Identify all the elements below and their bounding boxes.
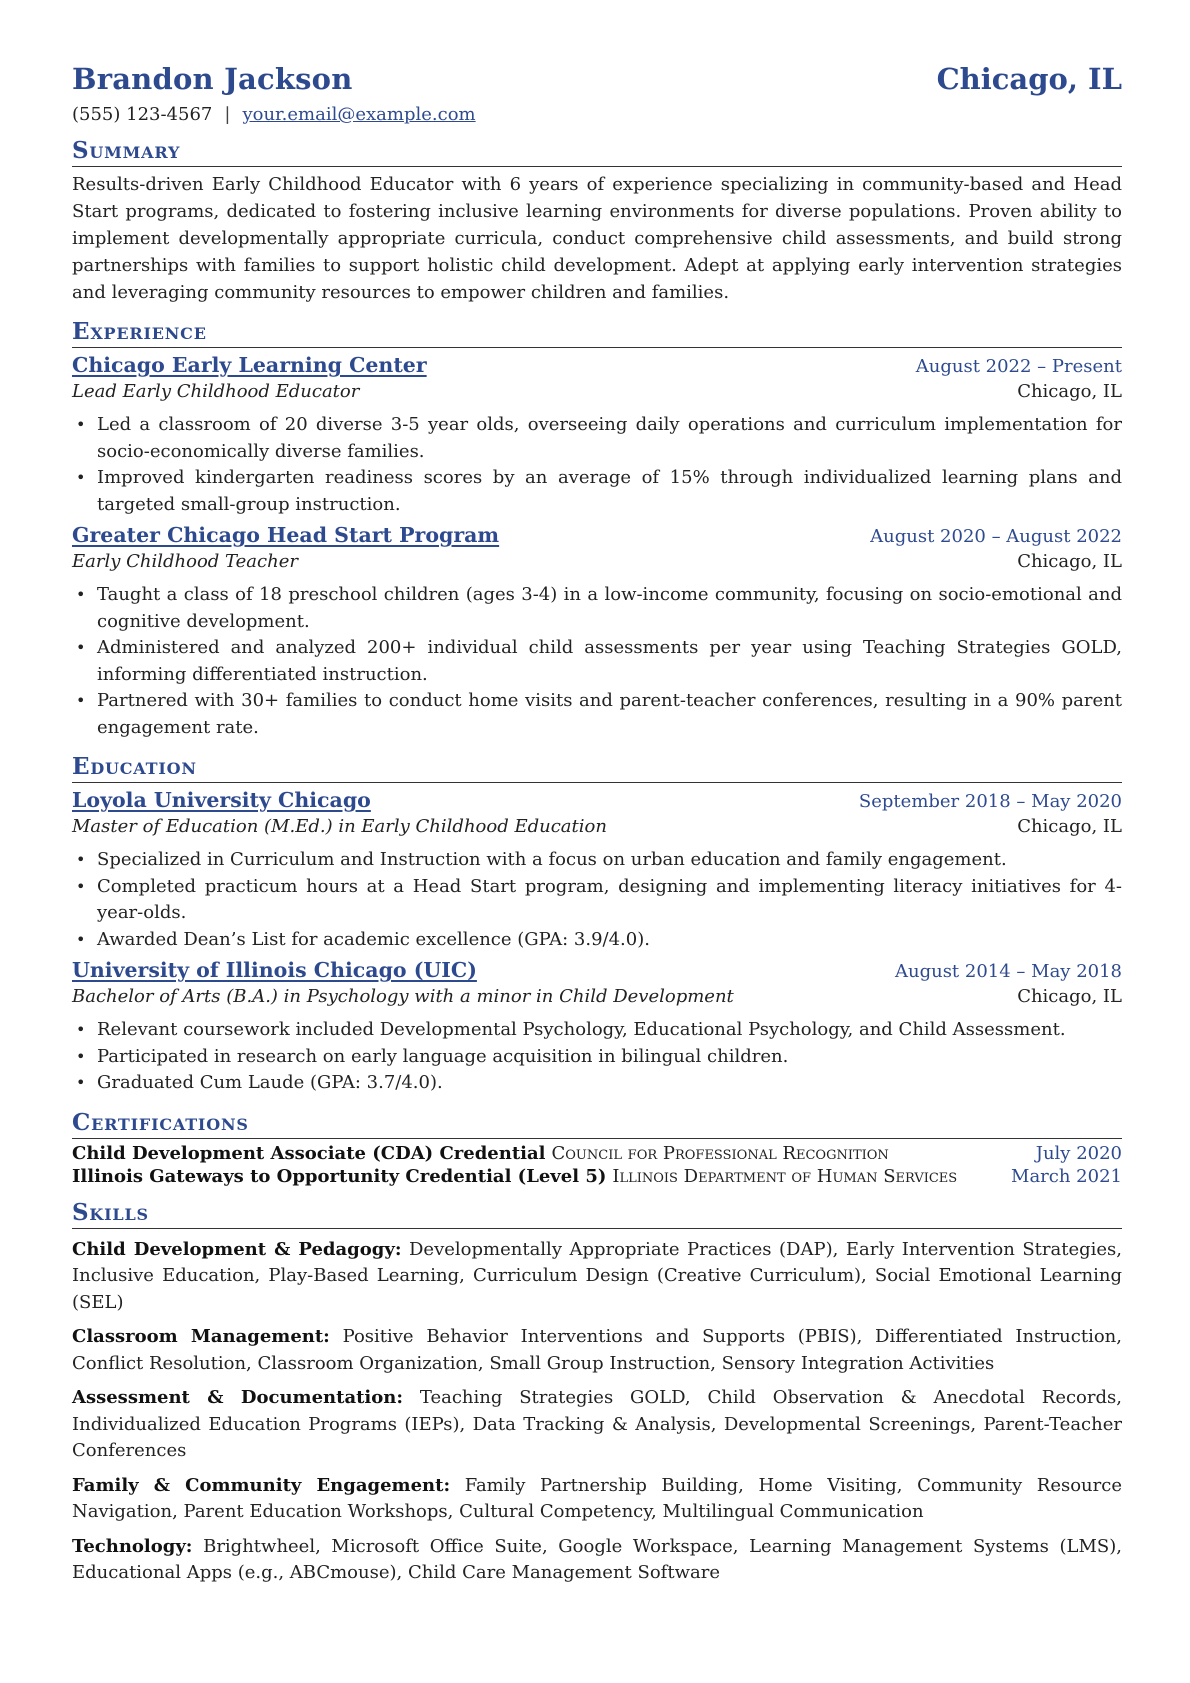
section-title-skills: Skills	[72, 1199, 1122, 1229]
certification-row	[72, 1143, 1122, 1164]
skill-items: Brightwheel, Microsoft Office Suite, Google Workspace, Learning Management Systems (LMS), Educational Apps (e.g., ABCmouse), Child Care Management Software	[72, 1535, 1122, 1583]
bullet-item: • Improved kindergarten readiness scores by an average of 15% through individualized learning plans and targeted small-group instruction.	[72, 465, 1122, 518]
school-entry-header	[72, 788, 1122, 812]
certification-left	[72, 1166, 957, 1187]
bullet-item: • Administered and analyzed 200+ individual child assessments per year using Teaching Strategies GOLD, informing differentiated instruction.	[72, 635, 1122, 688]
resume-header	[72, 62, 1122, 96]
school-entry-subheader	[72, 986, 1122, 1007]
school-role: Master of Education (M.Ed.) in Early Childhood Education	[72, 816, 607, 837]
section-title-education: Education	[72, 753, 1122, 783]
bullet-item: • Participated in research on early language acquisition in bilingual children.	[72, 1044, 1122, 1071]
email-link[interactable]: your.email@example.com	[242, 104, 476, 125]
certifications-list	[72, 1143, 1122, 1187]
section-title-summary: Summary	[72, 137, 1122, 167]
school-bullet-list	[72, 847, 1122, 953]
job-entry-subheader	[72, 551, 1122, 572]
certification-date: March 2021	[1011, 1165, 1122, 1187]
school-role: Bachelor of Arts (B.A.) in Psychology with a minor in Child Development	[72, 986, 734, 1007]
skill-category: Technology:	[72, 1535, 193, 1557]
job-entry-header	[72, 523, 1122, 547]
school-org-link[interactable]: University of Illinois Chicago (UIC)	[72, 958, 477, 982]
bullet-item: • Awarded Dean’s List for academic excellence (GPA: 3.9/4.0).	[72, 927, 1122, 954]
skill-group	[72, 1473, 1122, 1526]
summary-text: Results-driven Early Childhood Educator with 6 years of experience specializing in community-based and Head Start programs, dedicated to fostering inclusive learning environments for diverse populations. Proven ability to implement developmentally appropriate curricula, conduct comprehensive child assessments, and build strong partnerships with families to support holistic child development. Adept at applying early intervention strategies and leveraging community resources to empower children and families.	[72, 174, 1122, 303]
certification-date: July 2020	[1035, 1142, 1122, 1164]
candidate-name: Brandon Jackson	[72, 62, 353, 96]
job-bullet-list	[72, 412, 1122, 518]
skill-category: Assessment & Documentation:	[72, 1387, 403, 1408]
school-bullet-list	[72, 1017, 1122, 1097]
certification-name: Child Development Associate (CDA) Credential	[72, 1142, 546, 1164]
skill-category: Classroom Management:	[72, 1326, 330, 1347]
school-entry-subheader	[72, 816, 1122, 837]
bullet-item: • Taught a class of 18 preschool children (ages 3-4) in a low-income community, focusing on socio-emotional and cognitive development.	[72, 582, 1122, 635]
school-entry	[72, 958, 1122, 1097]
job-dates: August 2020 – August 2022	[870, 526, 1122, 547]
skill-items: Teaching Strategies GOLD, Child Observation & Anecdotal Records, Individualized Education Programs (IEPs), Data Tracking & Analysis, Developmental Screenings, Parent-Teacher Conferences	[72, 1387, 1122, 1461]
bullet-item: • Graduated Cum Laude (GPA: 3.7/4.0).	[72, 1070, 1122, 1097]
certification-issuer: Illinois Department of Human Services	[612, 1165, 958, 1187]
certification-row	[72, 1166, 1122, 1187]
job-org-link[interactable]: Chicago Early Learning Center	[72, 353, 427, 377]
school-entry	[72, 788, 1122, 953]
bullet-item: • Led a classroom of 20 diverse 3-5 year olds, overseeing daily operations and curriculum implementation for socio-economically diverse families.	[72, 412, 1122, 465]
skills-list	[72, 1237, 1122, 1587]
bullet-item: • Relevant coursework included Developmental Psychology, Educational Psychology, and Child Assessment.	[72, 1017, 1122, 1044]
job-role: Lead Early Childhood Educator	[72, 381, 360, 402]
job-location: Chicago, IL	[1017, 381, 1122, 402]
certification-issuer: Council for Professional Recognition	[551, 1142, 889, 1164]
candidate-location: Chicago, IL	[936, 62, 1122, 96]
bullet-item: • Completed practicum hours at a Head Start program, designing and implementing literacy initiatives for 4-year-olds.	[72, 874, 1122, 927]
job-bullet-list	[72, 582, 1122, 741]
job-dates: August 2022 – Present	[915, 356, 1122, 377]
skill-group	[72, 1237, 1122, 1317]
job-entry	[72, 353, 1122, 518]
bullet-item: • Partnered with 30+ families to conduct home visits and parent-teacher conferences, resulting in a 90% parent engagement rate.	[72, 688, 1122, 741]
job-entry-subheader	[72, 381, 1122, 402]
skill-group	[72, 1385, 1122, 1465]
section-title-experience: Experience	[72, 318, 1122, 348]
experience-list	[72, 353, 1122, 741]
job-entry	[72, 523, 1122, 741]
school-dates: September 2018 – May 2020	[858, 791, 1122, 812]
bullet-item: • Specialized in Curriculum and Instruction with a focus on urban education and family engagement.	[72, 847, 1122, 874]
section-title-certifications: Certifications	[72, 1109, 1122, 1139]
skill-items: Positive Behavior Interventions and Supports (PBIS), Differentiated Instruction, Conflict Resolution, Classroom Organization, Small Group Instruction, Sensory Integration Activities	[72, 1326, 1122, 1374]
job-location: Chicago, IL	[1017, 551, 1122, 572]
job-role: Early Childhood Teacher	[72, 551, 298, 572]
skill-group	[72, 1324, 1122, 1377]
skill-items: Family Partnership Building, Home Visiting, Community Resource Navigation, Parent Education Workshops, Cultural Competency, Multilingual Communication	[72, 1474, 1122, 1522]
school-entry-header	[72, 958, 1122, 982]
job-org-link[interactable]: Greater Chicago Head Start Program	[72, 523, 500, 547]
skill-category: Child Development & Pedagogy:	[72, 1238, 402, 1260]
skill-category: Family & Community Engagement:	[72, 1474, 451, 1496]
school-location: Chicago, IL	[1017, 986, 1122, 1007]
school-org-link[interactable]: Loyola University Chicago	[72, 788, 371, 812]
education-list	[72, 788, 1122, 1097]
contact-line	[72, 104, 1122, 125]
school-location: Chicago, IL	[1017, 816, 1122, 837]
skill-items: Developmentally Appropriate Practices (DAP), Early Intervention Strategies, Inclusive Education, Play-Based Learning, Curriculum Design (Creative Curriculum), Social Emotional Learning (SEL)	[72, 1238, 1123, 1313]
phone-number: (555) 123-4567	[72, 104, 213, 125]
contact-separator: |	[224, 104, 231, 125]
skill-group	[72, 1534, 1122, 1587]
certification-left	[72, 1143, 889, 1164]
certification-name: Illinois Gateways to Opportunity Credential (Level 5)	[72, 1165, 607, 1187]
school-dates: August 2014 – May 2018	[894, 961, 1122, 982]
job-entry-header	[72, 353, 1122, 377]
